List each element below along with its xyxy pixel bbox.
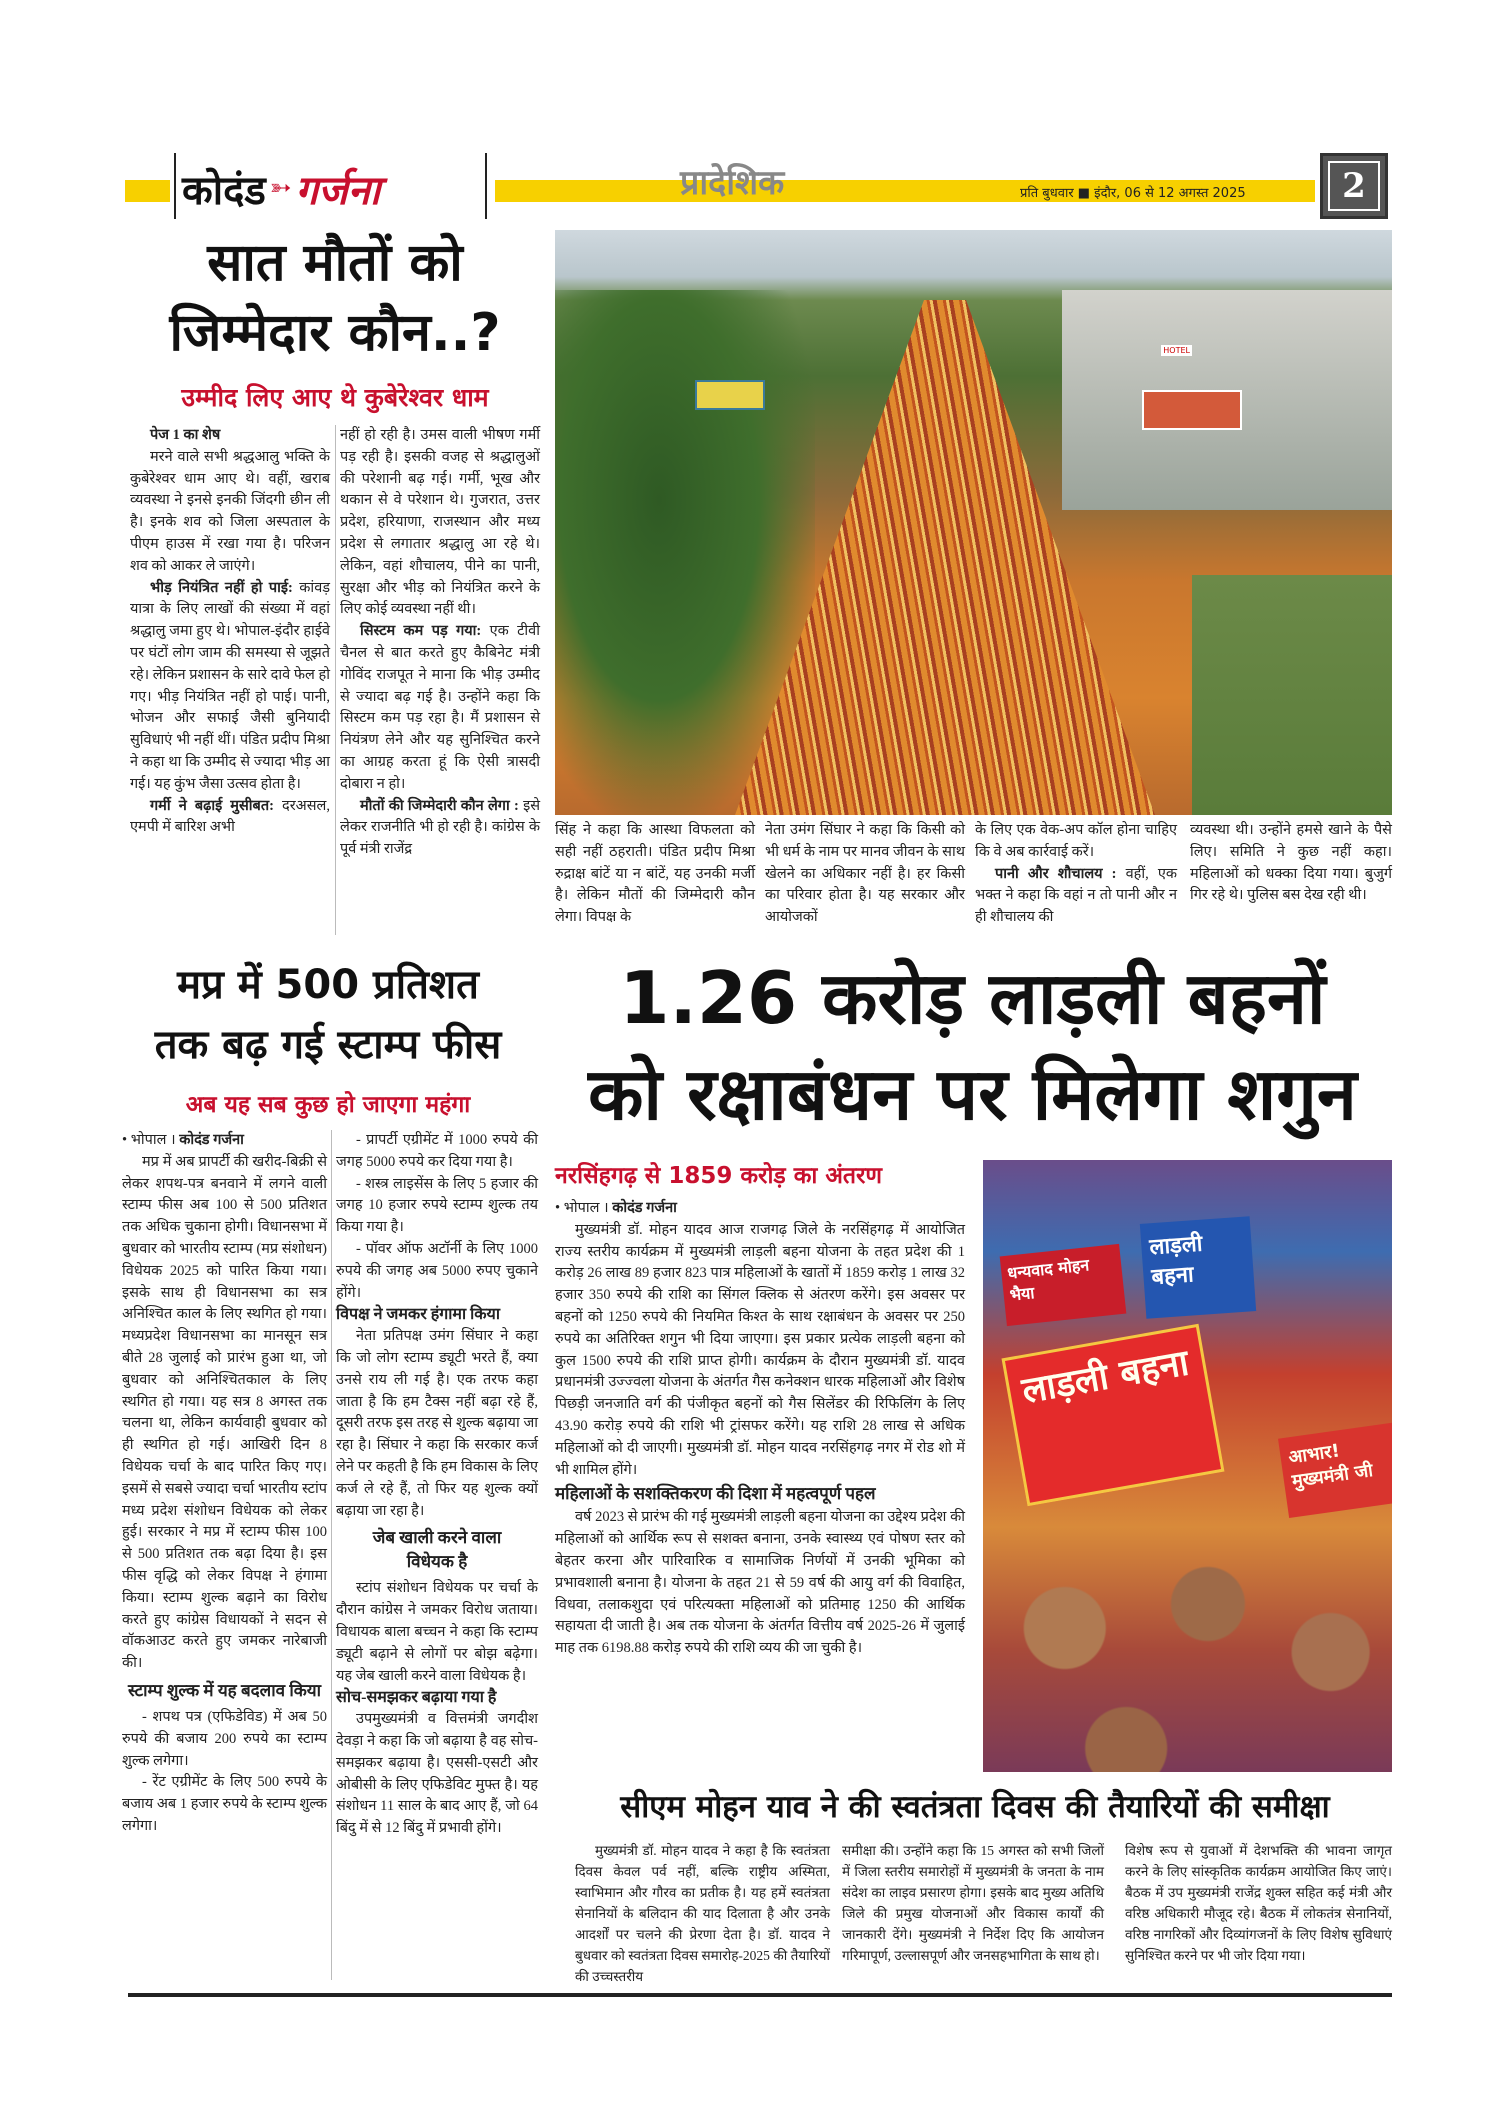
column-rule xyxy=(335,425,336,935)
paragraph: मुख्यमंत्री डॉ. मोहन यादव आज राजगढ़ जिले के नरसिंहगढ़ में आयोजित राज्य स्तरीय कार्यक्रम में मुख्यमंत्री लाड़ली बहना योजना के तहत प्रदेश की 1 करोड़ 26 लाख 89 हजार 823 पात्र महिलाओं के खातों में 1859 करोड़ 1 लाख 32 हजार 350 रुपये की राशि का सिंगल क्लिक से अंतरण करेंगे। इस अवसर पर बहनों को 1250 रुपये की नियमित किश्त के साथ रक्षाबंधन के अवसर पर 250 रुपये का अतिरिक्त शगुन भी दिया जाएगा। इस प्रकार प्रत्येक लाड़ली बहना को कुल 1500 रुपये की राशि प्राप्त होगी। कार्यक्रम के दौरान मुख्यमंत्री डॉ. यादव प्रधानमंत्री उज्ज्वला योजना के अंतर्गत गैस कनेक्शन धारक महिलाओं और विशेष पिछड़ी जनजाति वर्ग की पंजीकृत बहनों को गैस सिलेंडर की रिफिलिंग के लिए 43.90 करोड़ रुपये की राशि भी ट्रांसफर करेंगे। यह राशि 28 लाख से अधिक महिलाओं को दी जाएगी। मुख्यमंत्री डॉ. मोहन यादव नरसिंहगढ़ नगर में रोड शो में भी शामिल होंगे। xyxy=(555,1221,965,1478)
paragraph: कांवड़ यात्रा के लिए लाखों की संख्या में वहां श्रद्धालु जमा हुए थे। भोपाल-इंदौर हाईवे पर घंटों लोग जाम की समस्या से जूझते रहे। लेकिन प्रशासन के सारे दावे फेल हो गए। भीड़ नियंत्रित नहीं हो पाई। पानी, भोजन और सफाई जैसी बुनियादी सुविधाएं भी नहीं थीं। पंडित प्रदीप मिश्रा ने कहा था कि उम्मीद से ज्यादा भीड़ आ गई। यह कुंभ जैसा उत्सव होता है। xyxy=(130,579,331,792)
bullet: - प्रापर्टी एग्रीमेंट में 1000 रुपये की जगह 5000 रुपये कर दिया गया है। xyxy=(336,1132,538,1170)
bow-icon: ➳ xyxy=(269,173,292,203)
paragraph: मप्र में अब प्रापर्टी की खरीद-बिक्री से लेकर शपथ-पत्र बनवाने में लगने वाली स्टाम्प फीस अब 100 से 500 प्रतिशत तक अधिक चुकाना होगी। विधानसभा में बुधवार को भारतीय स्टाम्प (मप्र संशोधन) विधेयक 2025 को पारित किया गया। इसके साथ ही विधानसभा का सत्र अनिश्चित काल के लिए स्थगित हो गया। मध्यप्रदेश विधानसभा का मानसून सत्र बीते 28 जुलाई को प्रारंभ हुआ था, जो बुधवार को अनिश्चितकाल के लिए स्थगित हो गया। यह सत्र 8 अगस्त तक चलना था, लेकिन कार्यवाही बुधवार को ही स्थगित हो गई। आखिरी दिन 8 विधेयक चर्चा के बाद पारित किए गए। इसमें से सबसे ज्यादा चर्चा भारतीय स्टांप मध्य प्रदेश संशोधन विधेयक को लेकर हुई। सरकार ने मप्र में स्टाम्प फीस 100 से 500 प्रतिशत तक बढ़ा दिया है। इस फीस वृद्धि को लेकर विपक्ष ने हंगामा किया। स्टाम्प शुल्क बढ़ाने का विरोध करते हुए कांग्रेस विधायकों ने सदन से वॉकआउट करते हुए जमकर नारेबाजी की। xyxy=(122,1153,327,1672)
paragraph: इसे लेकर राजनीति भी हो रही है। कांग्रेस के पूर्व मंत्री राजेंद्र xyxy=(340,797,540,858)
subheading: सोच-समझकर बढ़ाया गया है xyxy=(336,1689,497,1707)
placard-main: लाड़ली बहना xyxy=(1001,1324,1224,1506)
story4-column-1 xyxy=(575,1840,830,1987)
tent xyxy=(695,380,765,410)
page-number-box xyxy=(1320,153,1388,219)
page-number: 2 xyxy=(1328,161,1380,211)
logo xyxy=(182,160,380,216)
inline-heading: गर्मी ने बढ़ाई मुसीबत: xyxy=(150,797,274,814)
subheading: स्टाम्प शुल्क में यह बदलाव किया xyxy=(127,1680,322,1700)
story4-headline: सीएम मोहन याव ने की स्वतंत्रता दिवस की तैयारियों की समीक्षा xyxy=(620,1789,1330,1825)
story3-headline xyxy=(550,950,1395,1142)
story1-column-1 xyxy=(130,425,330,839)
bullet: - पॉवर ऑफ अटॉर्नी के लिए 1000 रुपये की जगह अब 5000 रुपए चुकाने होंगे। xyxy=(336,1240,538,1301)
ladli-behna-photo xyxy=(983,1160,1392,1772)
field xyxy=(1192,575,1392,815)
dateline-source: कोदंड गर्जना xyxy=(612,1200,677,1216)
headline-line: मप्र में 500 प्रतिशत xyxy=(177,962,479,1008)
story1-column-5 xyxy=(975,820,1177,929)
crowd-of-women xyxy=(983,1532,1392,1772)
banner xyxy=(1142,390,1242,430)
dateline-place: • भोपाल । xyxy=(555,1200,609,1216)
subheading: विपक्ष ने जमकर हंगामा किया xyxy=(336,1306,500,1324)
story4-column-3: विशेष रूप से युवाओं में देशभक्ति की भावना जागृत करने के लिए सांस्कृतिक कार्यक्रम आयोजित किए जाएं। बैठक में उप मुख्यमंत्री राजेंद्र शुक्ल सहित कई मंत्री और वरिष्ठ अधिकारी मौजूद रहे। बैठक में लोकतंत्र सेनानियों, वरिष्ठ नागरिकों और दिव्यांगजनों के लिए विशेष सुविधाएं सुनिश्चित करने पर भी जोर दिया गया। xyxy=(1125,1843,1392,1963)
placard: लाड़ली बहना xyxy=(1140,1216,1256,1318)
headline-line: 1.26 करोड़ लाड़ली बहनों xyxy=(619,956,1326,1040)
story2-column-2 xyxy=(336,1130,538,1840)
story2-headline xyxy=(118,955,538,1075)
placard: धन्यवाद मोहन भैया xyxy=(1000,1244,1127,1326)
inline-heading: पानी और शौचालय : xyxy=(995,865,1117,882)
headline-line: सात मौतों को xyxy=(207,233,463,293)
headline-line: को रक्षाबंधन पर मिलेगा शगुन xyxy=(588,1052,1357,1136)
story1-column-3: सिंह ने कहा कि आस्था विफलता को सही नहीं ठहराती। पंडित प्रदीप मिश्रा रुद्राक्ष बांटें या न बांटें, यह उनकी मर्जी है। लेकिन मौतों की जिम्मेदारी कौन लेगा। विपक्ष के xyxy=(555,822,755,926)
subheading: महिलाओं के सशक्तिकरण की दिशा में महत्वपूर्ण पहल xyxy=(555,1484,876,1504)
kicker: पेज 1 का शेष xyxy=(150,427,221,443)
subheading: जेब खाली करने वाला विधेयक है xyxy=(372,1528,502,1572)
story1-column-2 xyxy=(340,425,540,861)
story1-column-6: व्यवस्था थी। उन्होंने हमसे खाने के पैसे लिए। समिति ने कुछ नहीं कहा। महिलाओं को धक्का दिया गया। बुजुर्ग गिर रहे थे। पुलिस बस देख रही थी। xyxy=(1190,822,1392,904)
divider xyxy=(174,153,176,219)
paragraph: मुख्यमंत्री डॉ. मोहन यादव ने कहा है कि स्वतंत्रता दिवस केवल पर्व नहीं, बल्कि राष्ट्रीय अस्मिता, स्वाभिमान और गौरव का प्रतीक है। यह हमें स्वतंत्रता सेनानियों के बलिदान की याद दिलाता है और उनके आदर्शों पर चलने की प्रेरणा देता है। डॉ. यादव ने बुधवार को स्वतंत्रता दिवस समारोह-2025 की तैयारियों की उच्चस्तरीय xyxy=(575,1843,830,1984)
inline-heading: भीड़ नियंत्रित नहीं हो पाई: xyxy=(150,579,293,596)
headline-line: जिम्मेदार कौन..? xyxy=(169,303,501,363)
inline-heading: सिस्टम कम पड़ गया: xyxy=(360,623,482,640)
story3-subhead: नरसिंहगढ़ से 1859 करोड़ का अंतरण xyxy=(555,1163,883,1189)
paragraph: स्टांप संशोधन विधेयक पर चर्चा के दौरान कांग्रेस ने जमकर विरोध जताया। विधायक बाला बच्चन ने कहा कि स्टाम्प ड्यूटी बढ़ाने से लोगों पर बोझ बढ़ेगा। यह जेब खाली करने वाला विधेयक है। xyxy=(336,1580,538,1684)
story3-body xyxy=(555,1198,965,1660)
dateline: प्रति बुधवार ■ इंदौर, 06 से 12 अगस्त 2025 xyxy=(1020,186,1246,201)
story4-column-2: समीक्षा की। उन्होंने कहा कि 15 अगस्त को सभी जिलों में जिला स्तरीय समारोहों में मुख्यमंत्री के जनता के नाम संदेश का लाइव प्रसारण होगा। इसके बाद मुख्य अतिथि जिले की प्रमुख योजनाओं और विकास कार्यों की जानकारी देंगे। मुख्यमंत्री ने निर्देश दिए कि आयोजन गरिमापूर्ण, उल्लासपूर्ण और जनसहभागिता के साथ हो। xyxy=(842,1843,1104,1963)
bottom-rule xyxy=(128,1993,1392,1997)
story2-column-1 xyxy=(122,1130,327,1838)
story1-subhead: उम्मीद लिए आए थे कुबेरेश्वर धाम xyxy=(181,383,489,412)
story2-subhead: अब यह सब कुछ हो जाएगा महंगा xyxy=(185,1092,471,1118)
dateline-place: • भोपाल । xyxy=(122,1132,176,1148)
masthead-bar-left xyxy=(125,180,170,202)
inline-heading: मौतों की जिम्मेदारी कौन लेगा : xyxy=(360,797,519,814)
logo-left: कोदंड xyxy=(182,167,266,214)
headline-line: तक बढ़ गई स्टाम्प फीस xyxy=(154,1022,502,1068)
dateline-source: कोदंड गर्जना xyxy=(179,1132,244,1148)
crowd-photo xyxy=(555,230,1392,815)
logo-right: गर्जना xyxy=(295,167,381,214)
story1-column-4: नेता उमंग सिंघार ने कहा कि किसी को भी धर्म के नाम पर मानव जीवन के साथ खेलने का अधिकार नहीं है। हर किसी का परिवार होता है। यह सरकार और आयोजकों xyxy=(765,822,965,926)
section-title: प्रादेशिक xyxy=(680,163,785,203)
bullet: - रेंट एग्रीमेंट के लिए 500 रुपये के बजाय अब 1 हजार रुपये के स्टाम्प शुल्क लगेगा। xyxy=(122,1774,327,1834)
paragraph: एक टीवी चैनल से बात करते हुए कैबिनेट मंत्री गोविंद राजपूत ने माना कि भीड़ उम्मीद से ज्यादा बढ़ गई है। उन्होंने कहा कि सिस्टम कम पड़ रहा है। मैं प्रशासन से नियंत्रण लेने और यह सुनिश्चित करने का आग्रह करता हूं कि ऐसी त्रासदी दोबारा न हो। xyxy=(340,623,540,792)
story1-headline xyxy=(125,228,545,368)
hotel-sign: HOTEL xyxy=(1163,346,1190,355)
paragraph: मरने वाले सभी श्रद्धआलु भक्ति के कुबेरेश्वर धाम आए थे। वहीं, खराब व्यवस्था ने इनसे इनकी जिंदगी छीन ली है। इनके शव को जिला अस्पताल के पीएम हाउस में रखा गया है। परिजन शव को आकर ले जाएंगे। xyxy=(130,448,330,574)
paragraph: वहीं, एक भक्त ने कहा कि वहां न तो पानी और न ही शौचालय की xyxy=(975,865,1177,926)
paragraph: वर्ष 2023 से प्रारंभ की गई मुख्यमंत्री लाड़ली बहना योजना का उद्देश्य प्रदेश की महिलाओं को आर्थिक रूप से सशक्त बनाना, उनके स्वास्थ्य एवं पोषण स्तर को बेहतर करना और पारिवारिक व सामाजिक निर्णयों में उनकी भूमिका को प्रभावशाली बनाना है। योजना के तहत 21 से 59 वर्ष की आयु वर्ग की विवाहित, विधवा, तलाकशुदा एवं परित्यक्ता महिलाओं को प्रतिमाह 1250 की आर्थिक सहायता दी जाती है। अब तक योजना के अंतर्गत वित्तीय वर्ष 2025-26 में जुलाई माह तक 6198.88 करोड़ रुपये की राशि व्यय की जा चुकी है। xyxy=(555,1509,965,1657)
paragraph: नेता प्रतिपक्ष उमंग सिंघार ने कहा कि जो लोग स्टाम्प ड्यूटी भरते हैं, क्या उनसे राय ली गई है। एक तरफ कहा जाता है कि हम टैक्स नहीं बढ़ा रहे हैं, दूसरी तरफ इस तरह से शुल्क बढ़ाया जा रहा है। सिंघार ने कहा कि सरकार कर्ज लेने पर कहती है कि हम विकास के लिए कर्ज ले रहे हैं, तो फिर यह शुल्क क्यों बढ़ाया जा रहा है। xyxy=(336,1328,538,1519)
bullet: - शस्त्र लाइसेंस के लिए 5 हजार की जगह 10 हजार रुपये स्टाम्प शुल्क तय किया गया है। xyxy=(336,1175,538,1236)
paragraph: के लिए एक वेक-अप कॉल होना चाहिए कि वे अब कार्रवाई करें। xyxy=(975,822,1177,860)
paragraph: दरअसल, एमपी में बारिश अभी xyxy=(130,797,331,836)
paragraph: नहीं हो रही है। उमस वाली भीषण गर्मी पड़ रही है। इसकी वजह से श्रद्धालुओं की परेशानी बढ़ गई। गर्मी, भूख और थकान से वे परेशान थे। गुजरात, उत्तर प्रदेश, हरियाणा, राजस्थान और मध्य प्रदेश से लगातार श्रद्धालु आ रहे थे। लेकिन, वहां शौचालय, पीने का पानी, सुरक्षा और भीड़ को नियंत्रित करने के लिए कोई व्यवस्था नहीं थी। xyxy=(340,427,540,618)
paragraph: उपमुख्यमंत्री व वित्तमंत्री जगदीश देवड़ा ने कहा कि जो बढ़ाया है वह सोच-समझकर बढ़ाया है। एससी-एसटी और ओबीसी के लिए एफिडेविट मुफ्त है। यह संशोधन 11 साल के बाद आए हैं, जो 64 बिंदु में से 12 बिंदु में प्रभावी होंगे। xyxy=(336,1711,538,1837)
column-rule xyxy=(331,1130,332,1980)
placard: आभार! मुख्यमंत्री जी xyxy=(1278,1422,1392,1518)
divider xyxy=(485,153,487,219)
bullet: - शपथ पत्र (एफिडेविड) में अब 50 रुपये की बजाय 200 रुपये का स्टाम्प शुल्क लगेगा। xyxy=(122,1708,327,1769)
